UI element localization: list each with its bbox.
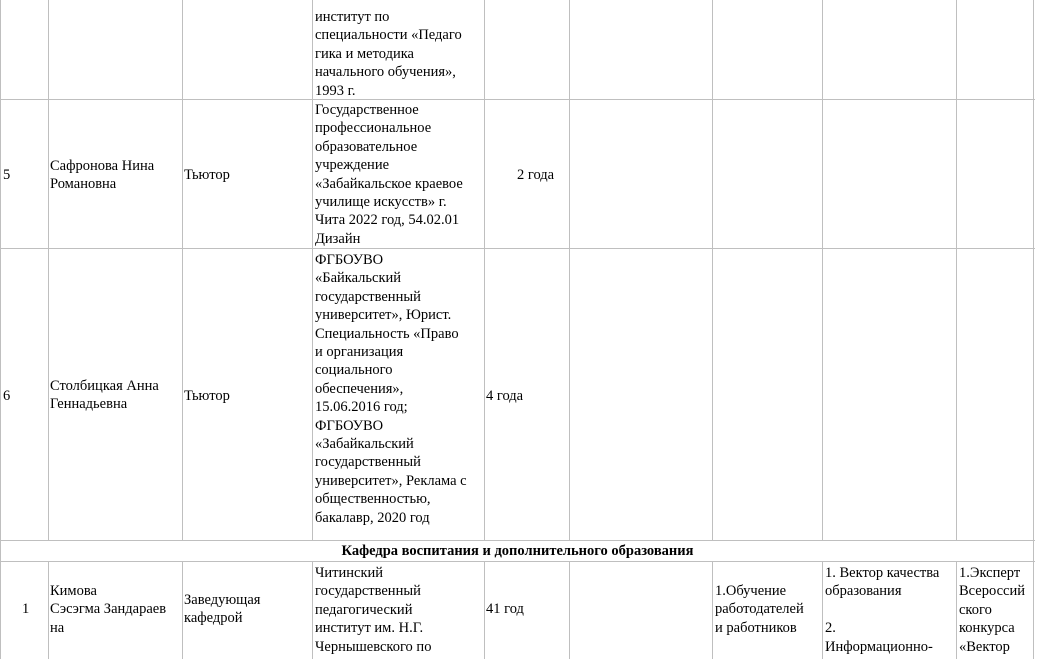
position-cell: Тьютор — [184, 167, 230, 183]
row-number: 5 — [3, 167, 11, 183]
table-border — [569, 0, 570, 541]
table-border — [956, 0, 957, 541]
row-number: 1 — [22, 601, 30, 617]
education-cell: институт по специальности «Педаго гика и методика начального обучения», 1993 г. — [315, 9, 462, 99]
education-cell: Читинский государственный педагогический институт им. Н.Г. Чернышевского по — [315, 565, 432, 655]
training-cell: 1.Обучение работодателей и работников — [715, 583, 804, 636]
name-cell: Сафронова Нина Романовна — [50, 158, 155, 193]
table-border — [48, 0, 49, 541]
table-border — [484, 0, 485, 541]
name-cell: Кимова Сэсэгма Зандараев на — [50, 583, 167, 636]
table-border — [312, 0, 313, 541]
table-border — [712, 561, 713, 659]
table-border — [182, 561, 183, 659]
projects-cell: 1. Вектор качества образования 2. Информационно- — [825, 565, 940, 655]
table-border — [484, 561, 485, 659]
table-border — [0, 248, 1035, 249]
table-border — [312, 561, 313, 659]
table-border — [0, 561, 1035, 562]
table-border — [712, 0, 713, 541]
experience-cell: 2 года — [517, 167, 555, 183]
experience-cell: 4 года — [486, 388, 524, 404]
name-cell: Столбицкая Анна Геннадьевна — [50, 378, 159, 413]
table-border — [569, 561, 570, 659]
expert-cell: 1.Эксперт Всероссий ского конкурса «Вектор — [959, 565, 1025, 655]
table-border — [956, 561, 957, 659]
education-cell: Государственное профессиональное образовательное учреждение «Забайкальское краевое училище искусств» г. Чита 2022 год, 54.02.01 Дизайн — [315, 102, 463, 247]
table-border — [822, 561, 823, 659]
table-border — [822, 0, 823, 541]
table-border — [182, 0, 183, 541]
table-border — [48, 561, 49, 659]
section-heading: Кафедра воспитания и дополнительного образования — [341, 543, 694, 559]
position-cell: Тьютор — [184, 388, 230, 404]
position-cell: Заведующая кафедрой — [184, 592, 261, 627]
table-border — [0, 99, 1035, 100]
row-number: 6 — [3, 388, 11, 404]
education-cell: ФГБОУВО «Байкальский государственный университет», Юрист. Специальность «Право и организация социального обеспечения», 15.06.2016 год; ФГБОУВО «Забайкальский государственный университет», Реклама с общественностью, бакалавр, 2020 год — [315, 252, 467, 526]
experience-cell: 41 год — [486, 601, 524, 617]
